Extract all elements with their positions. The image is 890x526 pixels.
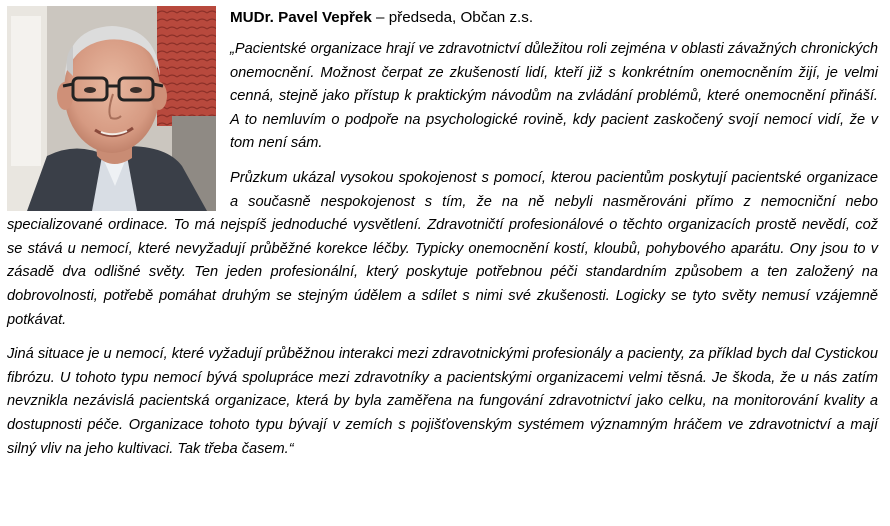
article: [7, 6, 878, 461]
quote-paragraph-3: Jiná situace je u nemocí, které vyžadují průběžnou interakci mezi zdravotnickými profesionály a pacienty, za příklad bych dal Cystickou fibrózu. U tohoto typu nemocí bývá spolupráce mezi zdravotníky a pacientskými organizacemi velmi těsná. Je škoda, že u nás zatím nevznikla nezávislá pacientská organizace, která by byla zaměřena na fungování zdravotnictví jako celku, na monitorování kvality a dostupnosti péče. Organizace tohoto typu bývají v zemích s pojišťovenským systémem významným hráčem ve zdravotnictví a mají silný vliv na jeho kultivaci. Tak třeba časem.“: [7, 346, 878, 457]
speaker-name: MUDr. Pavel Vepřek: [230, 9, 372, 26]
portrait-photo: [7, 6, 216, 211]
quote-paragraph-2: Průzkum ukázal vysokou spokojenost s pomocí, kterou pacientům poskytují pacientské organizace a současně nespokojenost s tím, že na ně nebyli nasměrováni přímo z nemocniční nebo specializované ordinace. To má nejspíš jednoduché vysvětlení. Zdravotničtí profesionálové o těchto organizacích prostě nevědí, což se stává u nemocí, které nevyžadují průběžné korekce léčby. Typicky onemocnění kostí, kloubů, pohybového aparátu. Ony jsou to v zásadě dva odlišné světy. Ten jeden profesionální, který poskytuje potřebnou péči standardním způsobem a ten založený na dobrovolnosti, potřebě pomáhat druhým se stejným údělem a sdílet s nimi své zkušenosti. Logicky se tyto světy nemusí vzájemně potkávat.: [7, 169, 878, 328]
speaker-role: – předseda, Občan z.s.: [371, 9, 534, 26]
quote-paragraph-1: „Pacientské organizace hrají ve zdravotnictví důležitou roli zejména v oblasti závažných chronických onemocnění. Možnost čerpat ze zkušeností lidí, kteří již s konkrétním onemocněním žijí, je velmi cenná, stejně jako přístup k praktickým návodům na zvládání problémů, které onemocnění přináší. A to nemluvím o podpoře na psychologické rovině, kdy pacient zaskočený svojí nemocí vidí, že v tom není sám.: [230, 41, 878, 152]
portrait-illustration: [7, 6, 216, 211]
